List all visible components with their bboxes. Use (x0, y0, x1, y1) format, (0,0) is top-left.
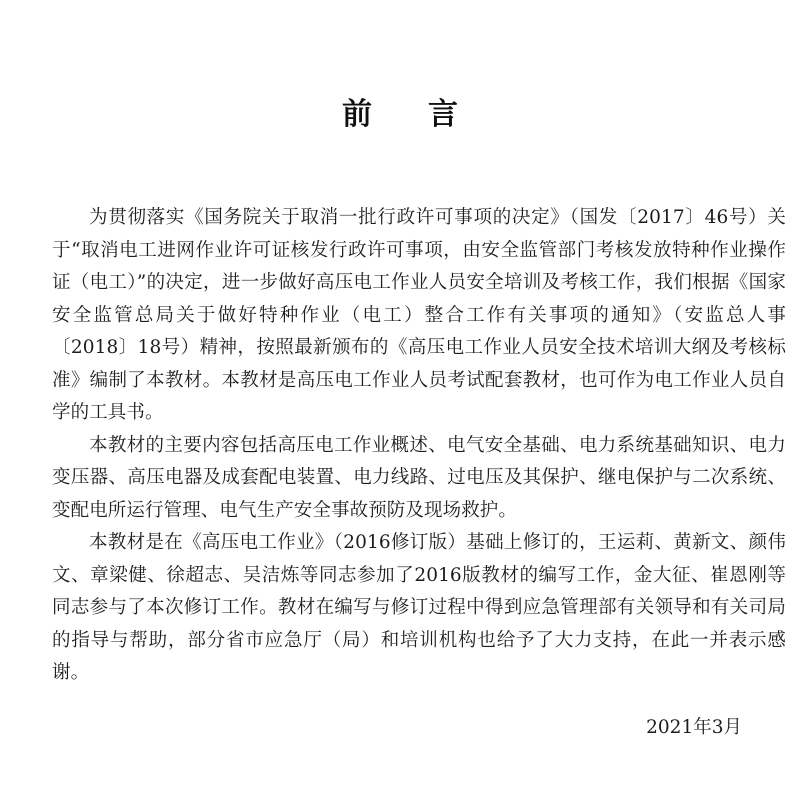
page-title: 前言 (342, 97, 514, 132)
signature-date: 2021年3月 (646, 717, 742, 738)
preface-body (52, 202, 786, 690)
paragraph-3: 本教材是在《高压电工作业》（2016修订版）基础上修订的，王运莉、黄新文、颜伟文、章梁健、徐超志、吴洁炼等同志参加了2016版教材的编写工作，金大征、崔恩刚等同志参与了本次修订工作。教材在编写与修订过程中得到应急管理部有关领导和有关司局的指导与帮助，部分省市应急厅（局）和培训机构也给予了大力支持，在此一并表示感谢。 (52, 532, 786, 683)
paragraph-1: 为贯彻落实《国务院关于取消一批行政许可事项的决定》（国发〔2017〕46号）关于“取消电工进网作业许可证核发行政许可事项，由安全监管部门考核发放特种作业操作证（电工）”的决定，进一步做好高压电工作业人员安全培训及考核工作，我们根据《国家安全监管总局关于做好特种作业（电工）整合工作有关事项的通知》（安监总人事〔2018〕18号）精神，按照最新颁布的《高压电工作业人员安全技术培训大纲及考核标准》编制了本教材。本教材是高压电工作业人员考试配套教材，也可作为电工作业人员自学的工具书。 (52, 207, 786, 423)
paragraph-2: 本教材的主要内容包括高压电工作业概述、电气安全基础、电力系统基础知识、电力变压器、高压电器及成套配电装置、电力线路、过电压及其保护、继电保护与二次系统、变配电所运行管理、电气生产安全事故预防及现场救护。 (52, 434, 786, 521)
